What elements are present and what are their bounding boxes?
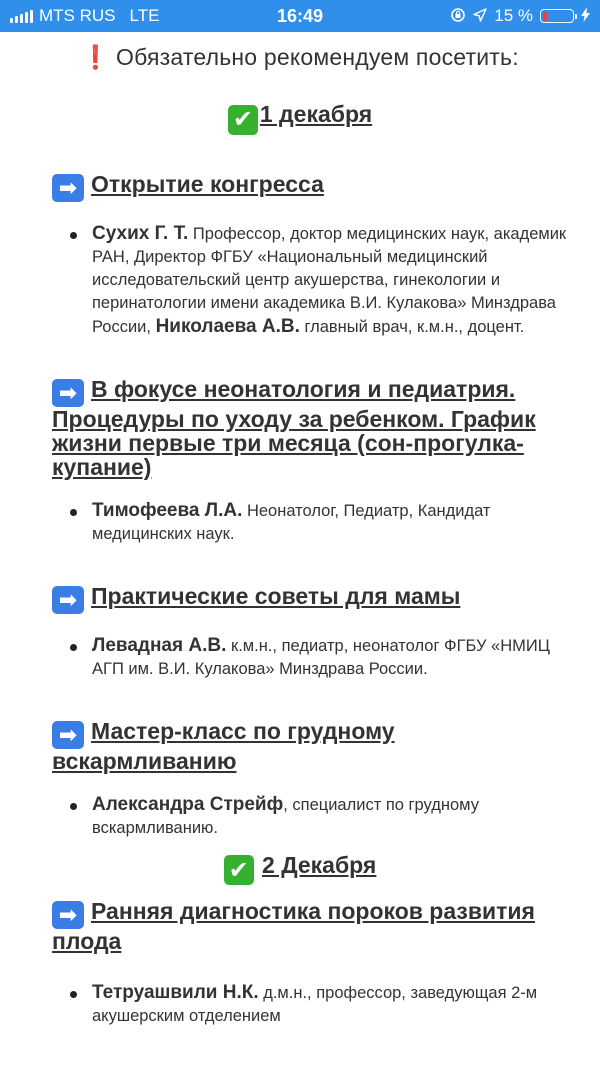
right-arrow-icon: ➡	[52, 174, 84, 202]
day-heading	[0, 852, 600, 886]
day-label: 1 декабря	[259, 101, 373, 127]
status-right	[450, 6, 590, 26]
speaker-item	[92, 222, 570, 339]
battery-percent: 15 %	[494, 6, 533, 25]
speaker-description: к.м.н., педиатр, неонатолог ФГБУ «НМИЦ АГП им. В.И. Кулакова» Минздрава России.	[92, 636, 550, 678]
speaker-item	[92, 981, 570, 1028]
speaker-description: Неонатолог, Педиатр, Кандидат медицинских наук.	[92, 501, 491, 543]
exclamation-icon: ❗	[81, 44, 111, 70]
right-arrow-icon: ➡	[52, 721, 84, 749]
speaker-name: Тимофеева Л.А.	[92, 499, 243, 521]
speaker-list	[52, 499, 570, 546]
right-arrow-icon: ➡	[52, 586, 84, 614]
session	[52, 377, 600, 546]
speaker-description: Профессор, доктор медицинских наук, академик РАН, Директор ФГБУ «Национальный медицинский исследовательский центр акушерства, гинекологии и перинатологии имени академика В.И. Кулакова» Минздрава России,	[92, 224, 567, 336]
day-heading	[0, 101, 600, 135]
speaker-list	[52, 634, 570, 681]
speaker-name: Левадная А.В.	[92, 634, 227, 656]
session	[52, 172, 600, 339]
signal-strength-icon	[10, 9, 33, 23]
charging-bolt-icon	[581, 7, 590, 25]
session-title: ➡ Мастер-класс по грудному вскармливанию	[52, 717, 395, 774]
check-mark-icon: ✔	[224, 855, 254, 885]
intro-text: Обязательно рекомендуем посетить:	[116, 44, 519, 70]
session-title: ➡ В фокусе неонатология и педиатрия. Процедуры по уходу за ребенком. График жизни первые три месяца (сон-прогулка-купание)	[52, 375, 536, 480]
article-body	[0, 44, 600, 1028]
speaker-description: д.м.н., профессор, заведующая 2-м акушерским отделением	[92, 984, 538, 1025]
speaker-name: Тетруашвили Н.К.	[92, 982, 259, 1003]
day-label: 2 Декабря	[262, 851, 377, 878]
speaker-item	[92, 634, 570, 681]
speaker-list	[52, 793, 570, 840]
session	[52, 719, 600, 840]
speaker-list	[52, 222, 570, 339]
session-title: ➡ Ранняя диагностика пороков развития плода	[52, 898, 535, 954]
speaker-list	[52, 981, 570, 1028]
speaker-item	[92, 499, 570, 546]
orientation-lock-icon	[450, 7, 466, 26]
speaker-description: , специалист по грудному вскармливанию.	[92, 795, 479, 837]
carrier-name: MTS RUS	[39, 6, 116, 25]
right-arrow-icon: ➡	[52, 379, 84, 407]
speaker-name: Николаева А.В.	[155, 315, 300, 337]
speaker-description: главный врач, к.м.н., доцент.	[304, 317, 525, 336]
status-bar	[0, 0, 600, 32]
status-left	[10, 6, 159, 26]
right-arrow-icon: ➡	[52, 901, 84, 929]
session	[52, 899, 600, 1028]
speaker-item	[92, 793, 570, 840]
check-mark-icon: ✔	[228, 105, 258, 135]
network-type: LTE	[129, 6, 160, 25]
battery-icon	[540, 9, 574, 23]
location-arrow-icon	[473, 8, 487, 25]
battery-level-fill	[543, 12, 547, 21]
session	[52, 584, 600, 681]
intro-line	[0, 44, 600, 71]
speaker-name: Александра Стрейф	[92, 793, 284, 815]
speaker-name: Сухих Г. Т.	[92, 222, 189, 244]
session-title: ➡ Практические советы для мамы	[52, 584, 572, 614]
session-title: ➡ Открытие конгресса	[52, 172, 572, 202]
clock: 16:49	[276, 5, 324, 26]
